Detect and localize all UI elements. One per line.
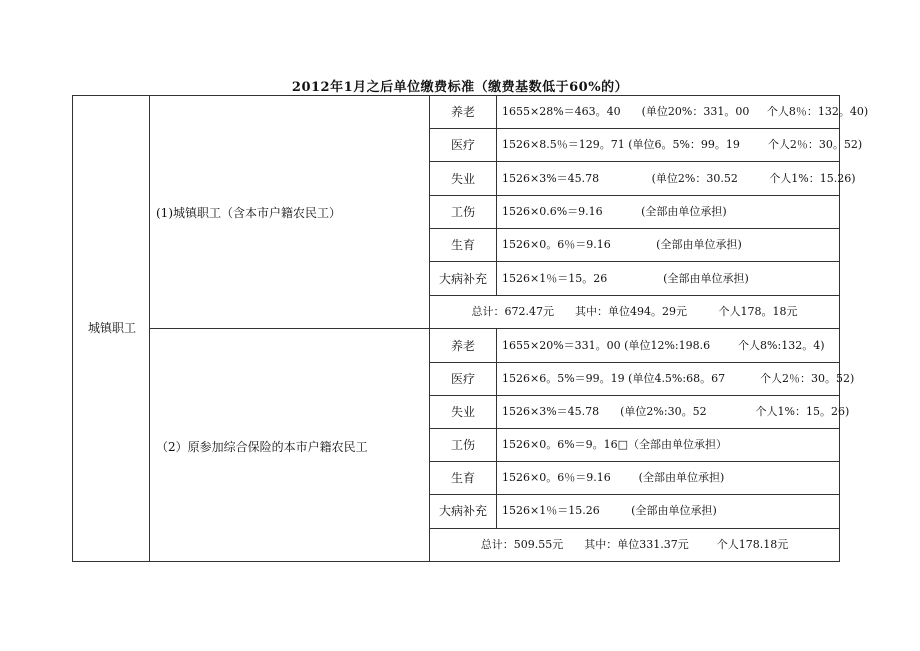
- row-line: [429, 161, 840, 162]
- row-line: [429, 128, 840, 129]
- row-line: [429, 395, 840, 396]
- group-total: 总计：672.47元 其中：单位494。29元 个人178。18元: [471, 305, 798, 318]
- item-label: 生育: [450, 238, 475, 252]
- item-value: 1526×1％＝15.26 (全部由单位承担): [502, 504, 717, 517]
- item-label: 工伤: [450, 438, 475, 452]
- item-value: 1655×28%＝463。40 (单位20%：331。00 个人8％：132。40): [502, 105, 869, 118]
- item-label: 工伤: [450, 205, 475, 219]
- item-value: 1526×3%＝45.78 (单位2%：30.52 个人1%：15.26): [502, 172, 856, 185]
- group-separator: [149, 328, 840, 329]
- item-value: 1655×20%＝331。00 (单位12%:198.6 个人8%:132。4): [502, 339, 825, 352]
- item-label: 养老: [450, 339, 475, 353]
- row-line: [429, 494, 840, 495]
- item-value: 1526×8.5％＝129。71 (单位6。5%：99。19 个人2％：30。52): [502, 138, 863, 151]
- category-label: 城镇职工: [88, 321, 137, 335]
- group-total: 总计：509.55元 其中：单位331.37元 个人178.18元: [480, 538, 789, 551]
- item-label: 失业: [450, 172, 475, 186]
- table-bottom-border: [72, 561, 840, 562]
- item-label: 大病补充: [438, 504, 487, 518]
- row-line: [429, 362, 840, 363]
- item-label: 医疗: [450, 372, 475, 386]
- row-line: [429, 428, 840, 429]
- item-value: 1526×0。6％＝9.16 (全部由单位承担): [502, 238, 742, 251]
- item-value: 1526×1％＝15。26 (全部由单位承担): [502, 272, 749, 285]
- item-label: 养老: [450, 105, 475, 119]
- item-value: 1526×3%＝45.78 (单位2%:30。52 个人1%：15。26): [502, 405, 850, 418]
- item-value: 1526×0.6%＝9.16 (全部由单位承担): [502, 205, 727, 218]
- row-line: [429, 261, 840, 262]
- item-label: 医疗: [450, 138, 475, 152]
- row-line: [429, 228, 840, 229]
- group-name: (1)城镇职工（含本市户籍农民工）: [156, 206, 341, 220]
- item-label: 失业: [450, 405, 475, 419]
- table-top-border: [72, 95, 840, 96]
- item-value: 1526×0。6%＝9。16□（全部由单位承担）: [502, 438, 728, 451]
- row-line: [429, 295, 840, 296]
- row-line: [429, 195, 840, 196]
- item-value: 1526×6。5%＝99。19 (单位4.5%:68。67 个人2％：30。52): [502, 372, 855, 385]
- row-line: [429, 461, 840, 462]
- row-line: [429, 528, 840, 529]
- group-name: （2）原参加综合保险的本市户籍农民工: [156, 440, 368, 454]
- item-label: 生育: [450, 471, 475, 485]
- page-title: 2012年1月之后单位缴费标准（缴费基数低于60%的）: [291, 80, 629, 95]
- item-value: 1526×0。6％＝9.16 (全部由单位承担): [502, 471, 725, 484]
- item-label: 大病补充: [438, 272, 487, 286]
- table-left-border: [72, 95, 73, 562]
